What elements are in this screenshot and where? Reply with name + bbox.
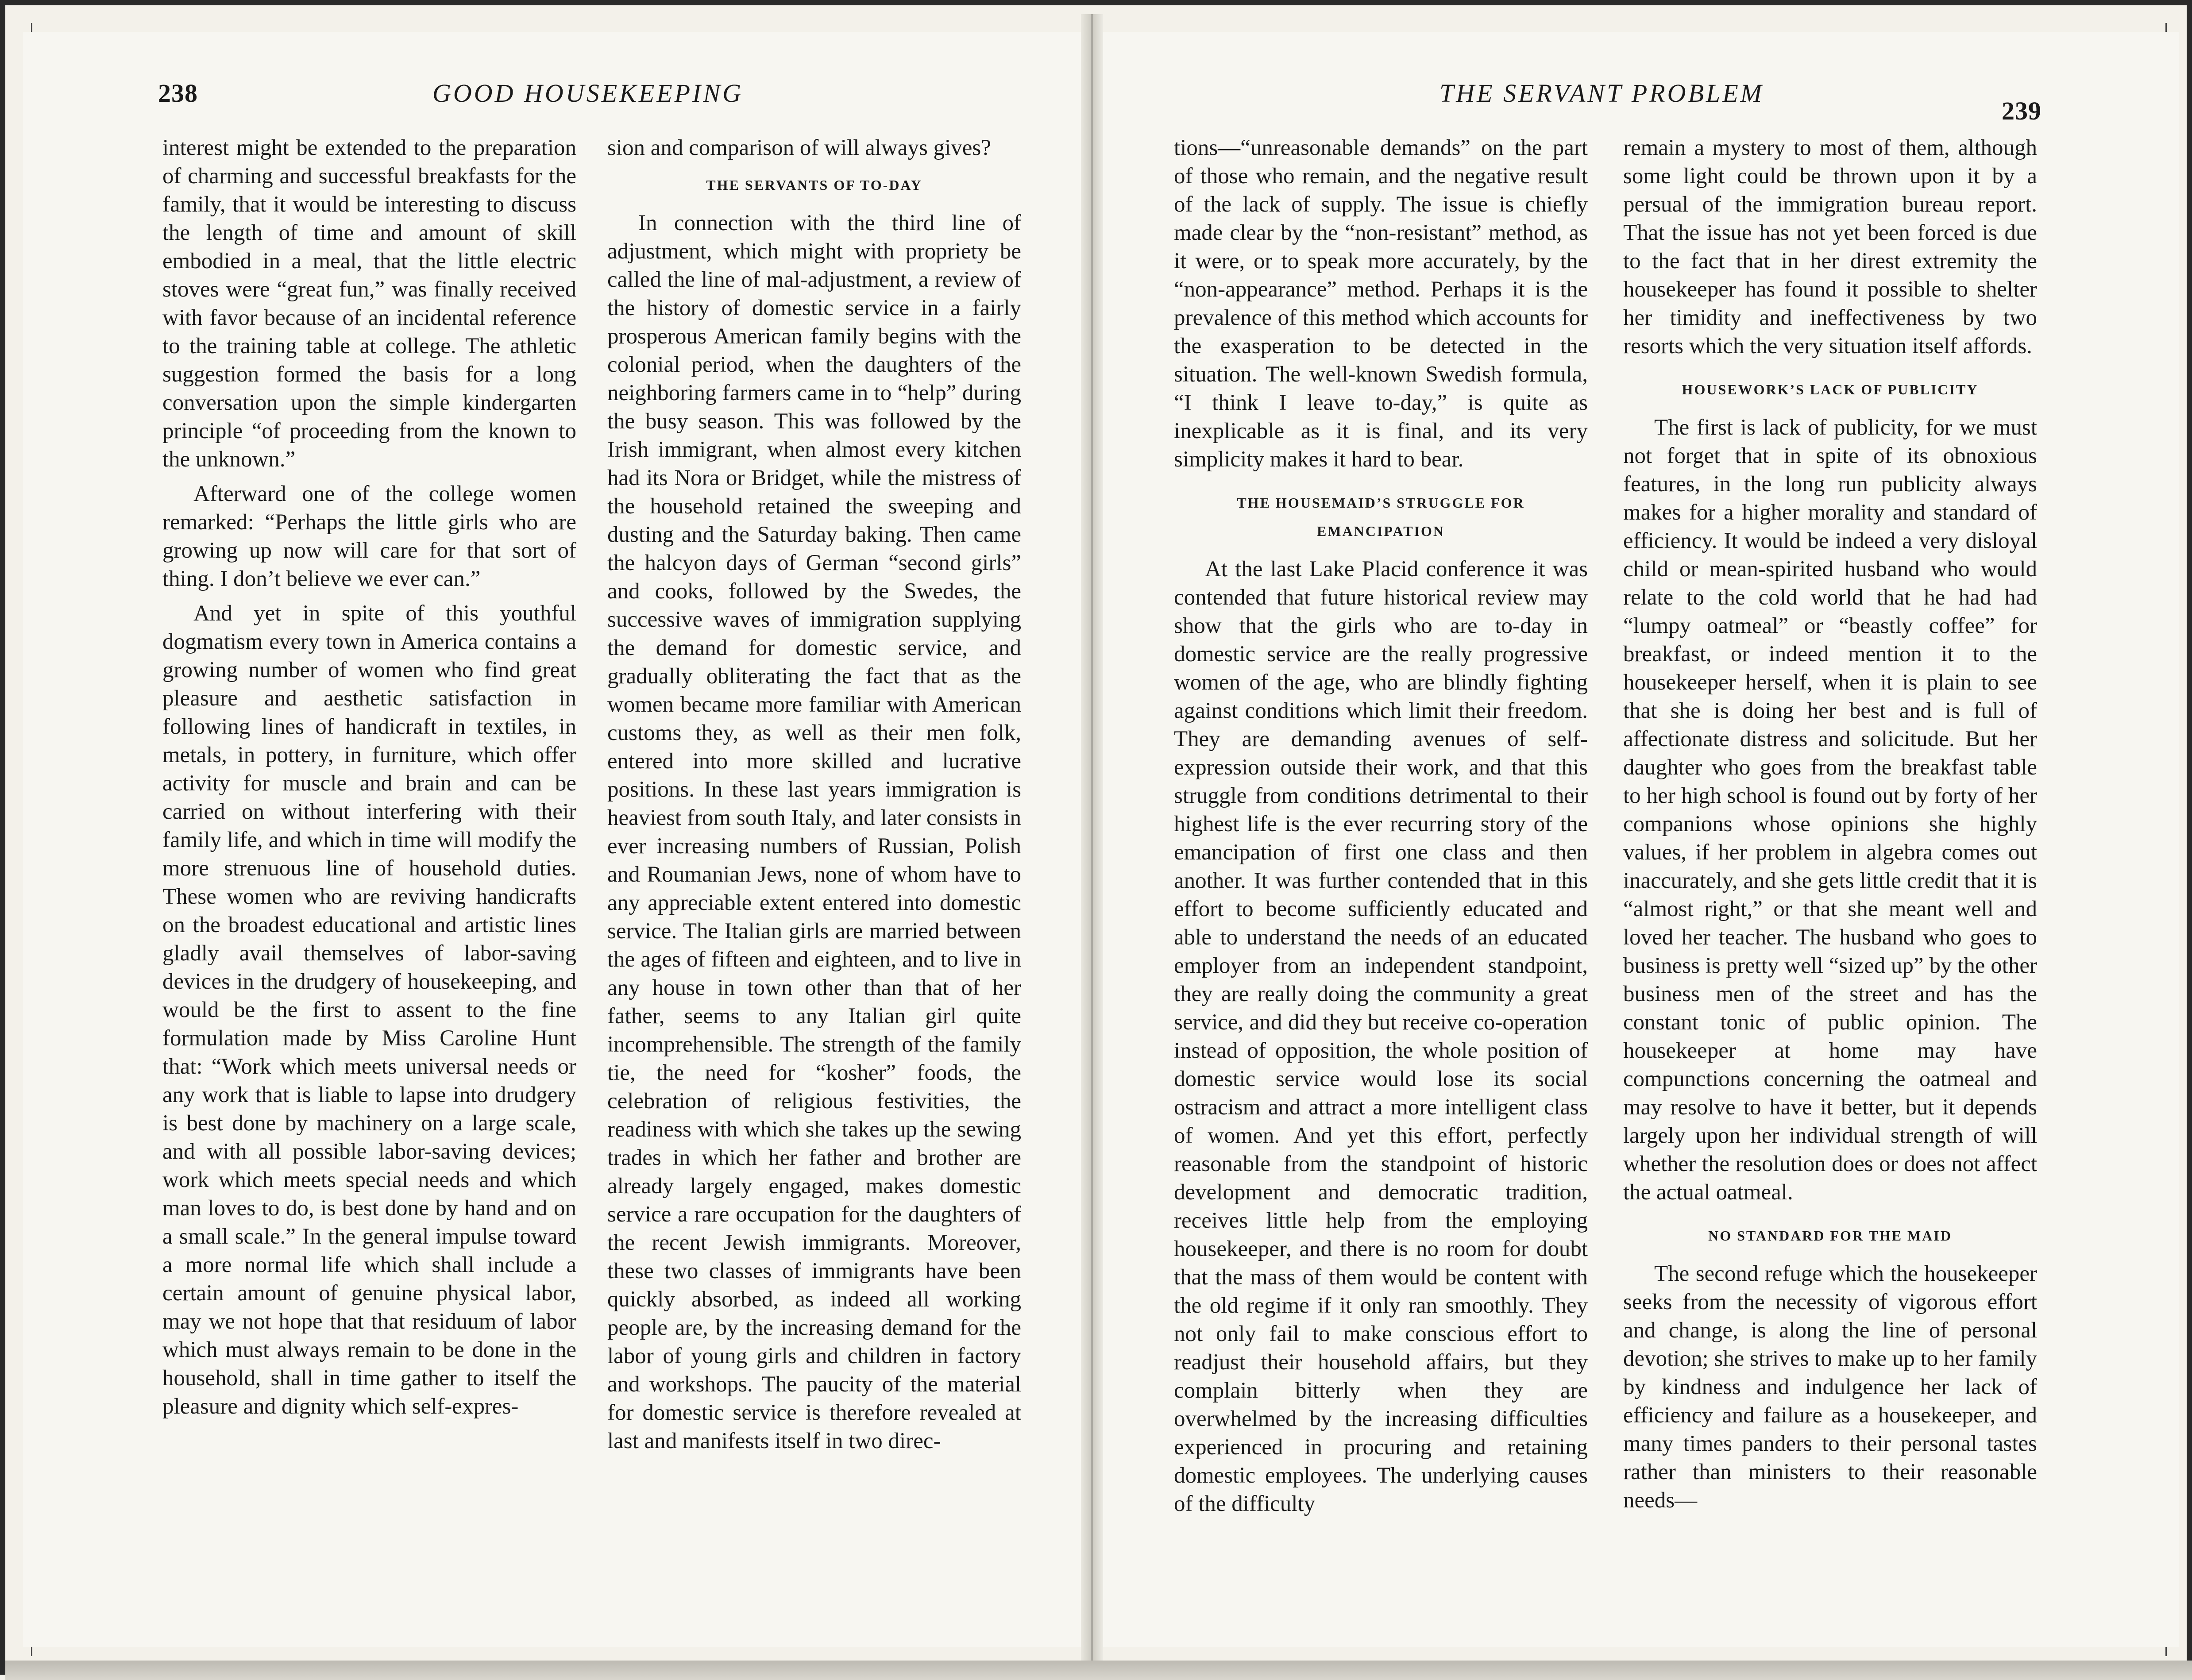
paragraph: Afterward one of the college women remarked: “Perhaps the little girls who are growing up now will care for that sort of thing. I don’t believe we ever can.” (162, 482, 576, 591)
section-heading: HOUSEWORK’S LACK OF PUBLICITY (1682, 381, 1979, 397)
paragraph: remain a mystery to most of them, although some light could be thrown upon it by a persual of the immigration bureau report. That the issue has not yet been forced is due to the fact that in her direst extremity the housekeeper has found it possible to shelter her timidity and ineffectiveness by two resorts which the very situation itself affords. (1623, 135, 2037, 358)
section-heading: THE HOUSEMAID’S STRUGGLE FOR EMANCIPATION (1237, 495, 1525, 539)
paragraph: The first is lack of publicity, for we must not forget that in spite of its obnoxious features, in the long run publicity always makes for a higher morality and standard of efficiency. It would be indeed a very disloyal child or mean-spirited husband who would relate to the cold world that he had had “lumpy oatmeal” or “beastly coffee” for breakfast, or indeed mention it to the housekeeper herself, when it is plain to see that she is doing her best and is full of affectionate distress and solicitude. But her daughter who goes from the breakfast table to her high school is found out by forty of her companions whose opinions she highly values, if her problem in algebra comes out inaccurately, and she gets little credit that it is “almost right,” or that she meant well and loved her teacher. The husband who goes to business is pretty well “sized up” by the other business men of the street and has the constant tonic of public opinion. The housekeeper at home may have compunctions concerning the oatmeal and may resolve to have it better, but it depends largely upon her individual strength of will whether the resolution does or does not affect the actual oatmeal. (1623, 415, 2037, 1205)
right-page-column-2 (1623, 134, 2037, 1514)
paragraph: At the last Lake Placid conference it was contended that future historical review may show that the girls who are to-day in domestic service are the really progressive women of the age, who are blindly fighting against conditions which limit their freedom. They are demanding avenues of self-expression outside their work, and that this struggle from conditions detrimental to their highest life is the ever recurring story of the emancipation of first one class and then another. It was further contended that in this effort to become sufficiently educated and able to understand the needs of an educated employer from an independent standpoint, they are really doing the community a great service, and did they but receive co-operation instead of opposition, the whole position of domestic service would lose its social ostracism and attract a more intelligent class of women. And yet this effort, perfectly reasonable from the standpoint of historic development and democratic tradition, receives little help from the employing housekeeper, and there is no room for doubt that the mass of them would be content with the old regime if it only ran smoothly. They not only fail to make conscious effort to readjust their household affairs, but they complain bitterly when they are overwhelmed by the increasing difficulties experienced in procuring and retaining domestic employees. The underlying causes of the difficulty (1174, 557, 1588, 1516)
paragraph: tions—“unreasonable demands” on the part of those who remain, and the negative result of the lack of supply. The issue is chiefly made clear by the “non-resistant” method, as it were, or to speak more accurately, by the “non-appearance” method. Perhaps it is the prevalence of this method which accounts for the exasperation to be detected in the situation. The well-known Swedish formula, “I think I leave to-day,” is quite as inexplicable as it is final, and its very simplicity makes it hard to bear. (1174, 135, 1588, 472)
right-running-head: THE SERVANT PROBLEM (1439, 79, 1764, 108)
paragraph: The second refuge which the housekeeper seeks from the necessity of vigorous effort and change, is along the line of personal devotion; she strives to make up to her family by kindness and indulgence her lack of efficiency and failure as a housekeeper, and many times panders to their personal tastes rather than ministers to their reasonable needs— (1623, 1261, 2037, 1513)
paragraph: In connection with the third line of adjustment, which might with propriety be called the line of mal-adjustment, a review of the history of domestic service in a fairly prosperous American family begins with the colonial period, when the daughters of the neighboring farmers came in to “help” during the busy season. This was followed by the Irish immigrant, when almost every kitchen had its Nora or Bridget, while the mistress of the household retained the sweeping and dusting and the Saturday baking. Then came the halcyon days of German “second girls” and cooks, followed by the Swedes, the successive waves of immigration supplying the demand for domestic service, and gradually obliterating the fact that as the women became more familiar with American customs they, as well as their men folk, entered into more skilled and lucrative positions. In these last years immigration is heaviest from south Italy, and later consists in ever increasing numbers of Russian, Polish and Roumanian Jews, none of whom have to any appreciable extent entered into domestic service. The Italian girls are married between the ages of fifteen and eighteen, and to live in any house in town other than that of her father, seems to any Italian girl quite incomprehensible. The strength of the family tie, the need for “kosher” foods, the celebration of religious festivities, the readiness with which she takes up the sewing trades in which her father and brother are already largely engaged, makes domestic service a rare occupation for the daughters of the recent Jewish immigrants. Moreover, these two classes of immigrants have been quickly absorbed, as indeed all working people are, by the increasing demand for the labor of young girls and children in factory and workshops. The paucity of the material for domestic service is therefore revealed at last and manifests itself in two direc- (607, 211, 1021, 1453)
left-page-column-2 (607, 134, 1021, 1455)
section-heading: NO STANDARD FOR THE MAID (1708, 1228, 1952, 1244)
paragraph: And yet in spite of this youthful dogmatism every town in America contains a growing number of women who find great pleasure and aesthetic satisfaction in following lines of handicraft in textiles, in metals, in pottery, in furniture, which offer activity for muscle and brain and can be carried on without interfering with their family life, and which in time will modify the more strenuous line of household duties. These women who are reviving handicrafts on the broadest educational and artistic lines gladly avail themselves of labor-saving devices in the drudgery of housekeeping, and would be the first to assent to the fine formulation made by Miss Caroline Hunt that: “Work which meets universal needs or any work that is liable to lapse into drudgery is best done by machinery on a large scale, and with all possible labor-saving devices; work which meets special needs and which man loves to do, is best done by hand and on a small scale.” In the general impulse toward a more normal life which shall include a certain amount of genuine physical labor, may we not hope that that residuum of labor which must always remain to be done in the household, shall in time gather to itself the pleasure and dignity which self-expres- (162, 601, 576, 1419)
paragraph: interest might be extended to the preparation of charming and successful breakfasts for the family, that it would be interesting to discuss the length of time and amount of skill embodied in a meal, that the little electric stoves were “great fun,” was finally received with favor because of an incidental reference to the training table at college. The athletic suggestion formed the basis for a long conversation upon the simple kindergarten principle “of proceeding from the known to the unknown.” (162, 135, 576, 472)
right-page-number: 239 (2002, 96, 2041, 125)
left-running-head: GOOD HOUSEKEEPING (432, 79, 743, 108)
page-bottom-edge (5, 1661, 2192, 1680)
left-page-column-1 (162, 134, 576, 1421)
book-gutter (1081, 14, 1103, 1669)
right-page-column-1 (1174, 134, 1588, 1518)
left-page-number: 238 (158, 79, 198, 108)
section-heading: THE SERVANTS OF TO-DAY (706, 177, 922, 193)
paragraph: sion and comparison of will always gives? (607, 135, 991, 160)
